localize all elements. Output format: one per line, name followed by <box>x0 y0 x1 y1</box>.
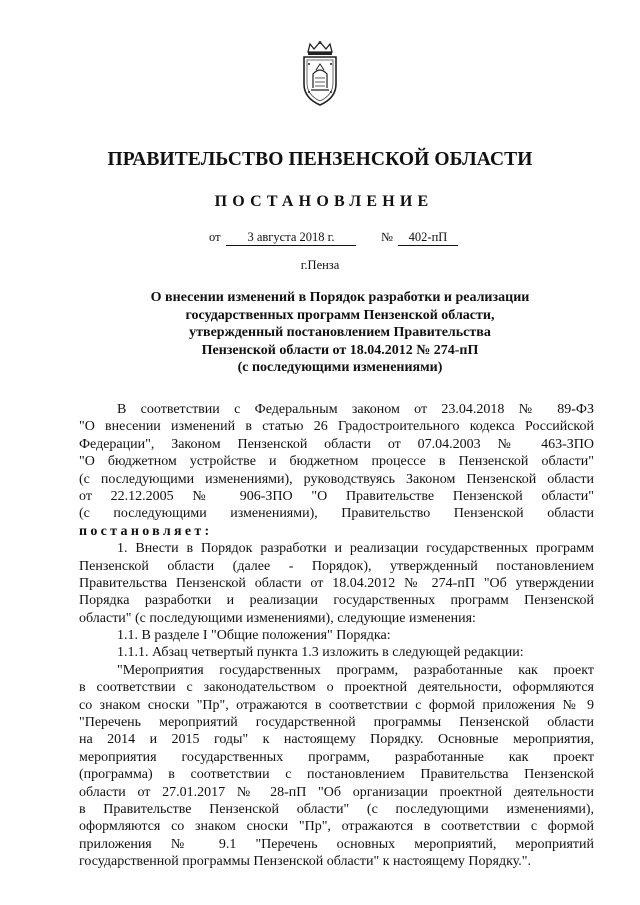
body-line: "О бюджетном устройстве и бюджетном процессе в Пензенской области" <box>79 454 594 470</box>
body-line: 1.1.1. Абзац четвертый пункта 1.3 изложить в следующей редакции: <box>117 645 524 661</box>
body-line: области от 27.01.2017 № 28-пП "Об организации проектной деятельности <box>79 784 594 800</box>
body-line: оформляются со знаком сноски "Пр", отражаются в соответствии с формой <box>79 819 594 835</box>
subject-line: утвержденный постановлением Правительства <box>189 325 491 340</box>
number-prefix: № <box>381 230 393 244</box>
body-line: (с последующими изменениями), Правительство Пензенской области <box>79 506 594 522</box>
coat-of-arms-emblem <box>295 40 345 108</box>
document-date: 3 августа 2018 г. <box>226 230 356 246</box>
body-line: со знаком сноски "Пр", отражаются в соответствии с формой приложения № 9 <box>79 697 594 713</box>
document-body <box>79 401 594 871</box>
government-title: ПРАВИТЕЛЬСТВО ПЕНЗЕНСКОЙ ОБЛАСТИ <box>107 149 533 170</box>
document-subject <box>120 289 560 377</box>
body-line: 1.1. В разделе I "Общие положения" Порядка: <box>117 628 391 644</box>
body-line: государственной программы Пензенской области" к настоящему Порядку.". <box>79 854 531 870</box>
body-line: на 2014 и 2015 годы" к настоящему Порядку. Основные мероприятия, <box>79 732 594 748</box>
body-line: "Мероприятия государственных программ, разработанные как проект <box>117 662 594 678</box>
body-line: Пензенской области (далее - Порядок), утвержденный постановлением <box>79 558 594 574</box>
body-line: "О внесении изменений в статью 26 Градостроительного кодекса Российской <box>79 419 594 435</box>
body-line: от 22.12.2005 № 906-ЗПО "О Правительстве Пензенской области" <box>79 488 594 504</box>
subject-line: О внесении изменений в Порядок разработки и реализации <box>150 290 530 305</box>
body-line: приложения № 9.1 "Перечень основных мероприятий, мероприятий <box>79 836 594 852</box>
body-line: в Правительстве Пензенской области" (с последующими изменениями), <box>79 801 594 817</box>
subject-line: государственных программ Пензенской области, <box>185 307 495 323</box>
date-prefix: от <box>209 230 221 244</box>
body-line: мероприятия государственных программ, разработанные как проект <box>79 749 594 765</box>
body-line: В соответствии с Федеральным законом от 23.04.2018 № 89-ФЗ <box>117 402 594 417</box>
body-line: 1. Внести в Порядок разработки и реализации государственных программ <box>117 541 594 557</box>
document-number: 402-пП <box>398 230 458 246</box>
body-line: в соответствии с законодательством о проектной деятельности, оформляются <box>79 680 594 696</box>
body-line: "Перечень мероприятий государственной программы Пензенской области <box>79 715 594 731</box>
subject-line: Пензенской области от 18.04.2012 № 274-пП <box>201 342 479 358</box>
body-line: области" (с последующими изменениями), следующие изменения: <box>79 610 476 626</box>
body-line: Правительства Пензенской области от 18.04.2012 № 274-пП "Об утверждении <box>79 575 594 591</box>
subject-line: (с последующими изменениями) <box>237 360 443 375</box>
body-line: (с последующими изменениями), руководствуясь Законом Пензенской области <box>79 471 594 487</box>
document-type-title: ПОСТАНОВЛЕНИЕ <box>214 193 434 210</box>
body-line: Федерации", Законом Пензенской области от 07.04.2003 № 463-ЗПО <box>79 436 594 452</box>
body-line: Порядка разработки и реализации государственных программ Пензенской <box>79 593 594 609</box>
city-name: г.Пенза <box>300 258 340 272</box>
resolution-keyword: постановляет: <box>79 523 213 539</box>
body-line: (программа) в соответствии с постановлением Правительства Пензенской <box>79 767 594 783</box>
